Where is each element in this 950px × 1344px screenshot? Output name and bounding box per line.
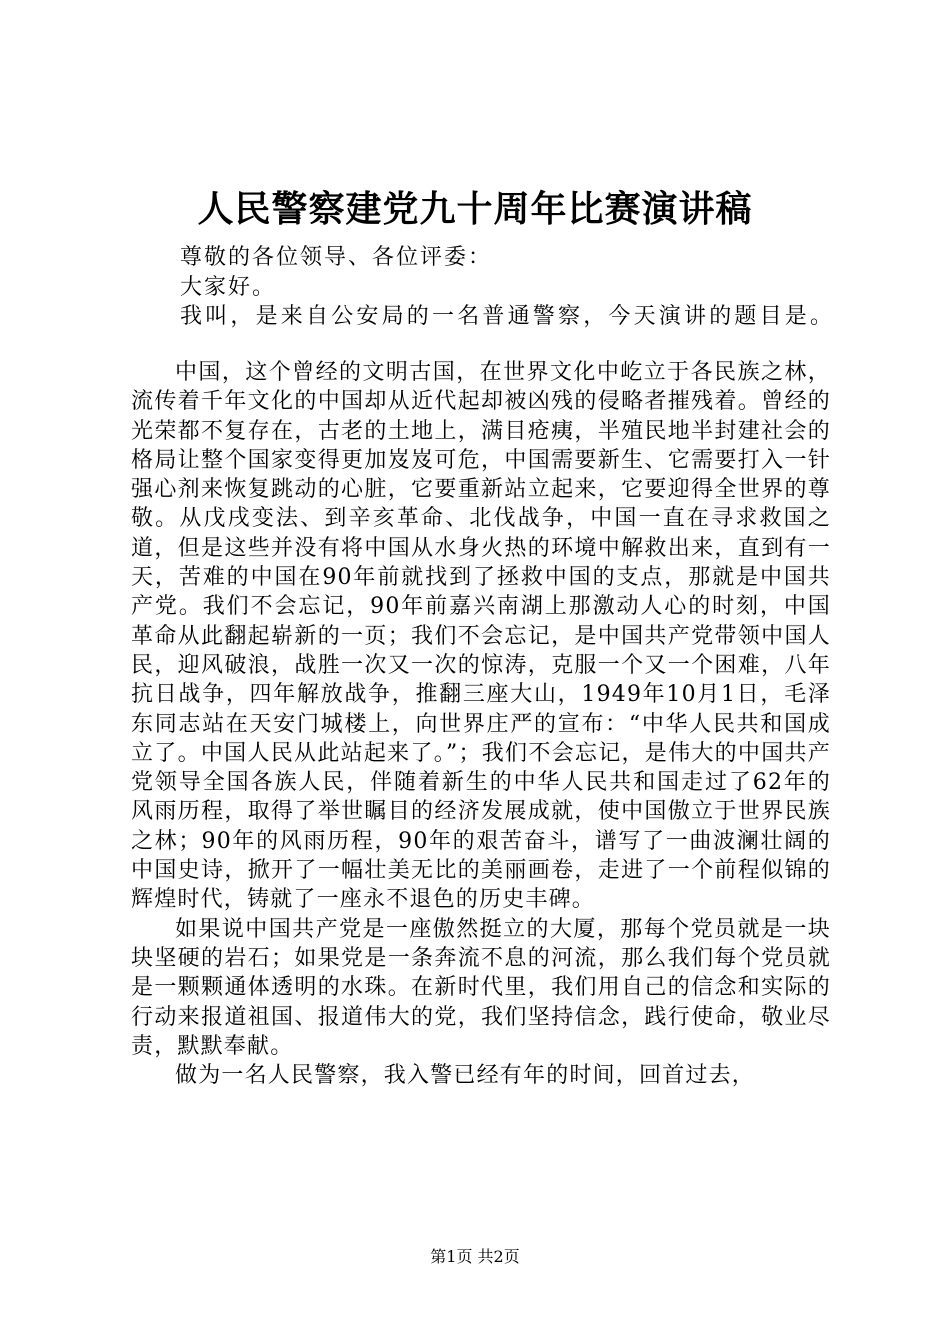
greeting-line: 尊敬的各位领导、各位评委： bbox=[180, 245, 493, 270]
document-title: 人民警察建党九十周年比赛演讲稿 bbox=[197, 188, 753, 230]
body-paragraph: 中国，这个曾经的文明古国，在世界文化中屹立于各民族之林，流传着千年文化的中国却从近代起却被凶残的侵略者摧残着。曾经的光荣都不复存在，古老的土地上，满目疮痍，半殖民地半封建社会的格局让整个国家变得更加岌岌可危，中国需要新生、它需要打入一针强心剂来恢复跳动的心脏，它要重新站立起来，它要迎得全世界的尊敬。从戊戌变法、到辛亥革命、北伐战争，中国一直在寻求救国之道，但是这些并没有将中国从水身火热的环境中解救出来，直到有一天，苦难的中国在90年前就找到了拯救中国的支点，那就是中国共产党。我们不会忘记，90年前嘉兴南湖上那激动人心的时刻，中国革命从此翻起崭新的一页；我们不会忘记，是中国共产党带领中国人民，迎风破浪，战胜一次又一次的惊涛，克服一个又一个困难，八年抗日战争，四年解放战争，推翻三座大山，1949年10月1日，毛泽东同志站在天安门城楼上，向世界庄严的宣布：“中华人民共和国成立了。中国人民从此站起来了。”；我们不会忘记，是伟大的中国共产党领导全国各族人民，伴随着新生的中华人民共和国走过了62年的风雨历程，取得了举世瞩目的经济发展成就，使中国傲立于世界民族之林；90年的风雨历程，90年的艰苦奋斗，谱写了一曲波澜壮阔的中国史诗，掀开了一幅壮美无比的美丽画卷，走进了一个前程似锦的辉煌时代，铸就了一座永不退色的历史丰碑。 bbox=[131, 360, 831, 913]
greeting-line: 大家好。 bbox=[180, 275, 277, 300]
page-footer: 第1页 共2页 bbox=[430, 1247, 520, 1266]
body-paragraph: 做为一名人民警察，我入警已经有年的时间，回首过去， bbox=[175, 1063, 756, 1089]
document-body bbox=[131, 358, 831, 1090]
body-paragraph: 如果说中国共产党是一座傲然挺立的大厦，那每个党员就是一块块坚硬的岩石；如果党是一条奔流不息的河流，那么我们每个党员就是一颗颗通体透明的水珠。在新时代里，我们用自己的信念和实际的行动来报道祖国、报道伟大的党，我们坚持信念，践行使命，敬业尽责，默默奉献。 bbox=[131, 916, 831, 1059]
greeting-line: 我叫，是来自公安局的一名普通警察，今天演讲的题目是。 bbox=[180, 304, 836, 329]
